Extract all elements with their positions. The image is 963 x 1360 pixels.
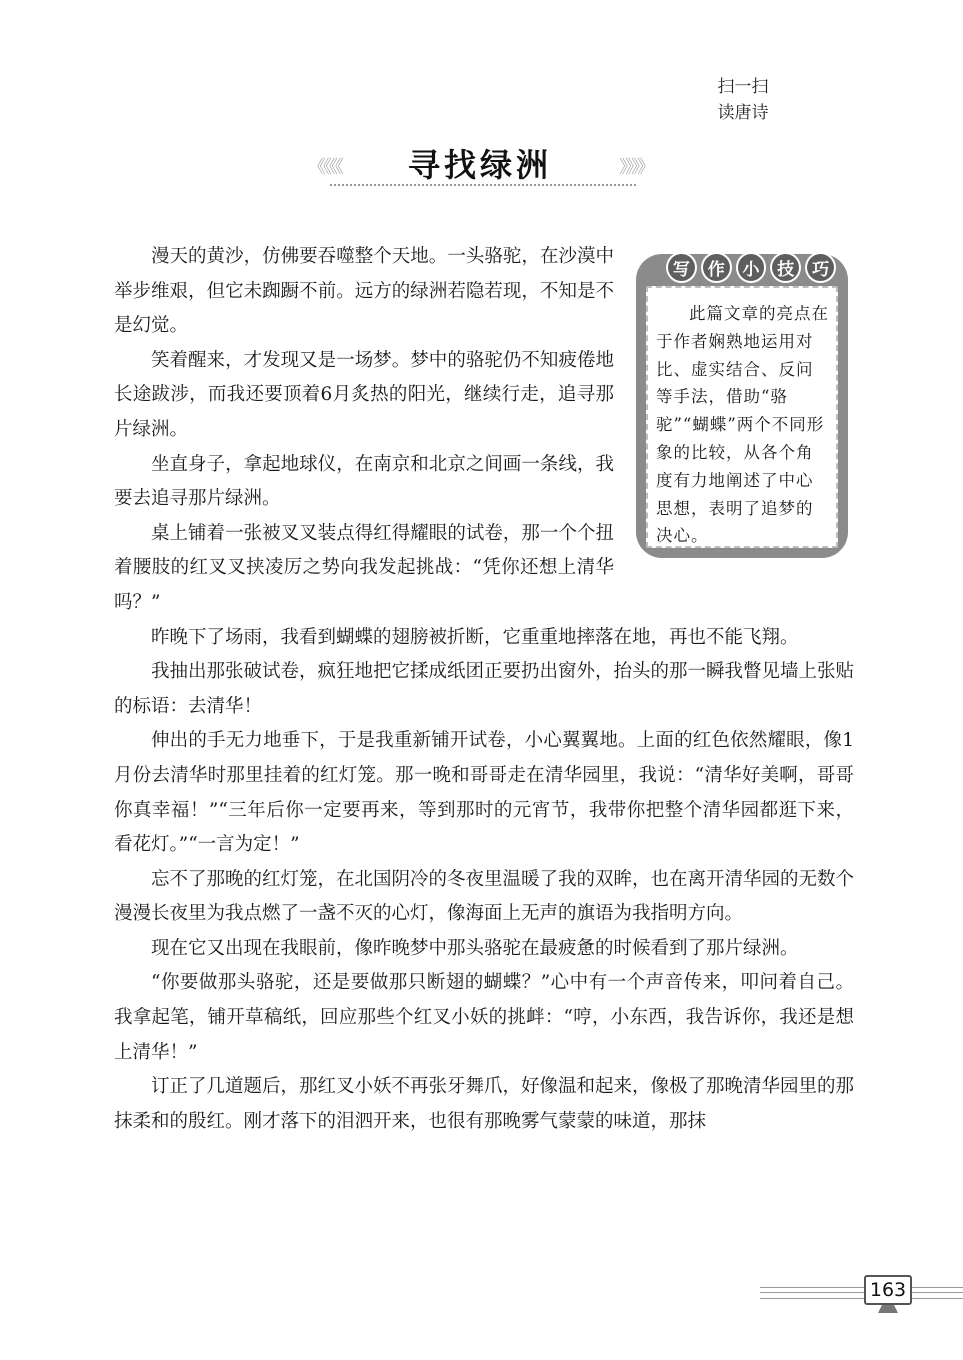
title-dotted-underline <box>330 184 636 186</box>
tip-badge: 写 <box>666 252 697 283</box>
footer-rule-left <box>760 1287 864 1299</box>
monitor-stand-icon <box>878 1305 898 1313</box>
paragraph: 我抽出那张破试卷，疯狂地把它揉成纸团正要扔出窗外，抬头的那一瞬我瞥见墙上张贴的标语：去清华！ <box>114 661 855 717</box>
paragraph: 订正了几道题后，那红叉小妖不再张牙舞爪，好像温和起来，像极了那晚清华园里的那抹柔和的殷红。刚才落下的泪泗开来，也很有那晚雾气蒙蒙的味道，那抹 <box>114 1076 855 1132</box>
paragraph: “你要做那头骆驼，还是要做那只断翅的蝴蝶？”心中有一个声音传来，叩问着自己。我拿起笔，铺开草稿纸，回应那些个红叉小妖的挑衅：“哼，小东西，我告诉你，我还是想上清华！” <box>114 972 854 1063</box>
title-decoration-left: 《《《《 <box>308 157 341 178</box>
article-title: 寻找绿洲 <box>407 146 552 184</box>
paragraph: 漫天的黄沙，仿佛要吞噬整个天地。一头骆驼，在沙漠中举步维艰，但它未踟蹰不前。远方的绿洲若隐若现，不知是不是幻觉。 <box>114 246 614 337</box>
tip-badge: 巧 <box>805 252 836 283</box>
tip-badge: 技 <box>770 252 801 283</box>
writing-tip-text: 此篇文章的亮点在于作者娴熟地运用对比、虚实结合、反问等手法，借助“骆驼”“蝴蝶”两个不同形象的比较，从各个角度有力地阐述了中心思想，表明了追梦的决心。 <box>646 286 838 548</box>
paragraph: 昨晚下了场雨，我看到蝴蝶的翅膀被折断，它重重地摔落在地，再也不能飞翔。 <box>151 626 799 648</box>
scan-label-line2: 读唐诗 <box>717 103 769 123</box>
tip-badge: 作 <box>701 252 732 283</box>
scan-to-read-label <box>698 74 788 126</box>
page-number: 163 <box>864 1275 912 1305</box>
article-body <box>114 240 854 1139</box>
tip-badge: 小 <box>736 252 767 283</box>
title-decoration-right: 》》》》 <box>619 157 652 178</box>
paragraph: 笑着醒来，才发现又是一场梦。梦中的骆驼仍不知疲倦地长途跋涉，而我还要顶着6月炙热的阳光，继续行走，追寻那片绿洲。 <box>114 349 614 440</box>
footer-rule-right <box>912 1287 963 1299</box>
paragraph: 坐直身子，拿起地球仪，在南京和北京之间画一条线，我要去追寻那片绿洲。 <box>114 453 614 510</box>
article-title-block <box>300 140 660 190</box>
paragraph: 伸出的手无力地垂下，于是我重新铺开试卷，小心翼翼地。上面的红色依然耀眼，像1月份去清华时那里挂着的红灯笼。那一晚和哥哥走在清华园里，我说：“清华好美啊，哥哥你真幸福！”“三年后你一定要再来，等到那时的元宵节，我带你把整个清华园都逛下来，看花灯。”“一言为定！” <box>114 730 854 856</box>
paragraph: 现在它又出现在我眼前，像昨晚梦中那头骆驼在最疲惫的时候看到了那片绿洲。 <box>151 937 799 959</box>
scan-label-line1: 扫一扫 <box>717 77 769 97</box>
paragraph: 桌上铺着一张被叉叉装点得红得耀眼的试卷，那一个个扭着腰肢的红叉叉挟凌厉之势向我发起挑战：“凭你还想上清华吗？” <box>114 522 614 613</box>
paragraph: 忘不了那晚的红灯笼，在北国阴冷的冬夜里温暖了我的双眸，也在离开清华园的无数个漫漫长夜里为我点燃了一盏不灭的心灯，像海面上无声的旗语为我指明方向。 <box>114 868 855 925</box>
page-number-footer <box>760 1265 963 1325</box>
